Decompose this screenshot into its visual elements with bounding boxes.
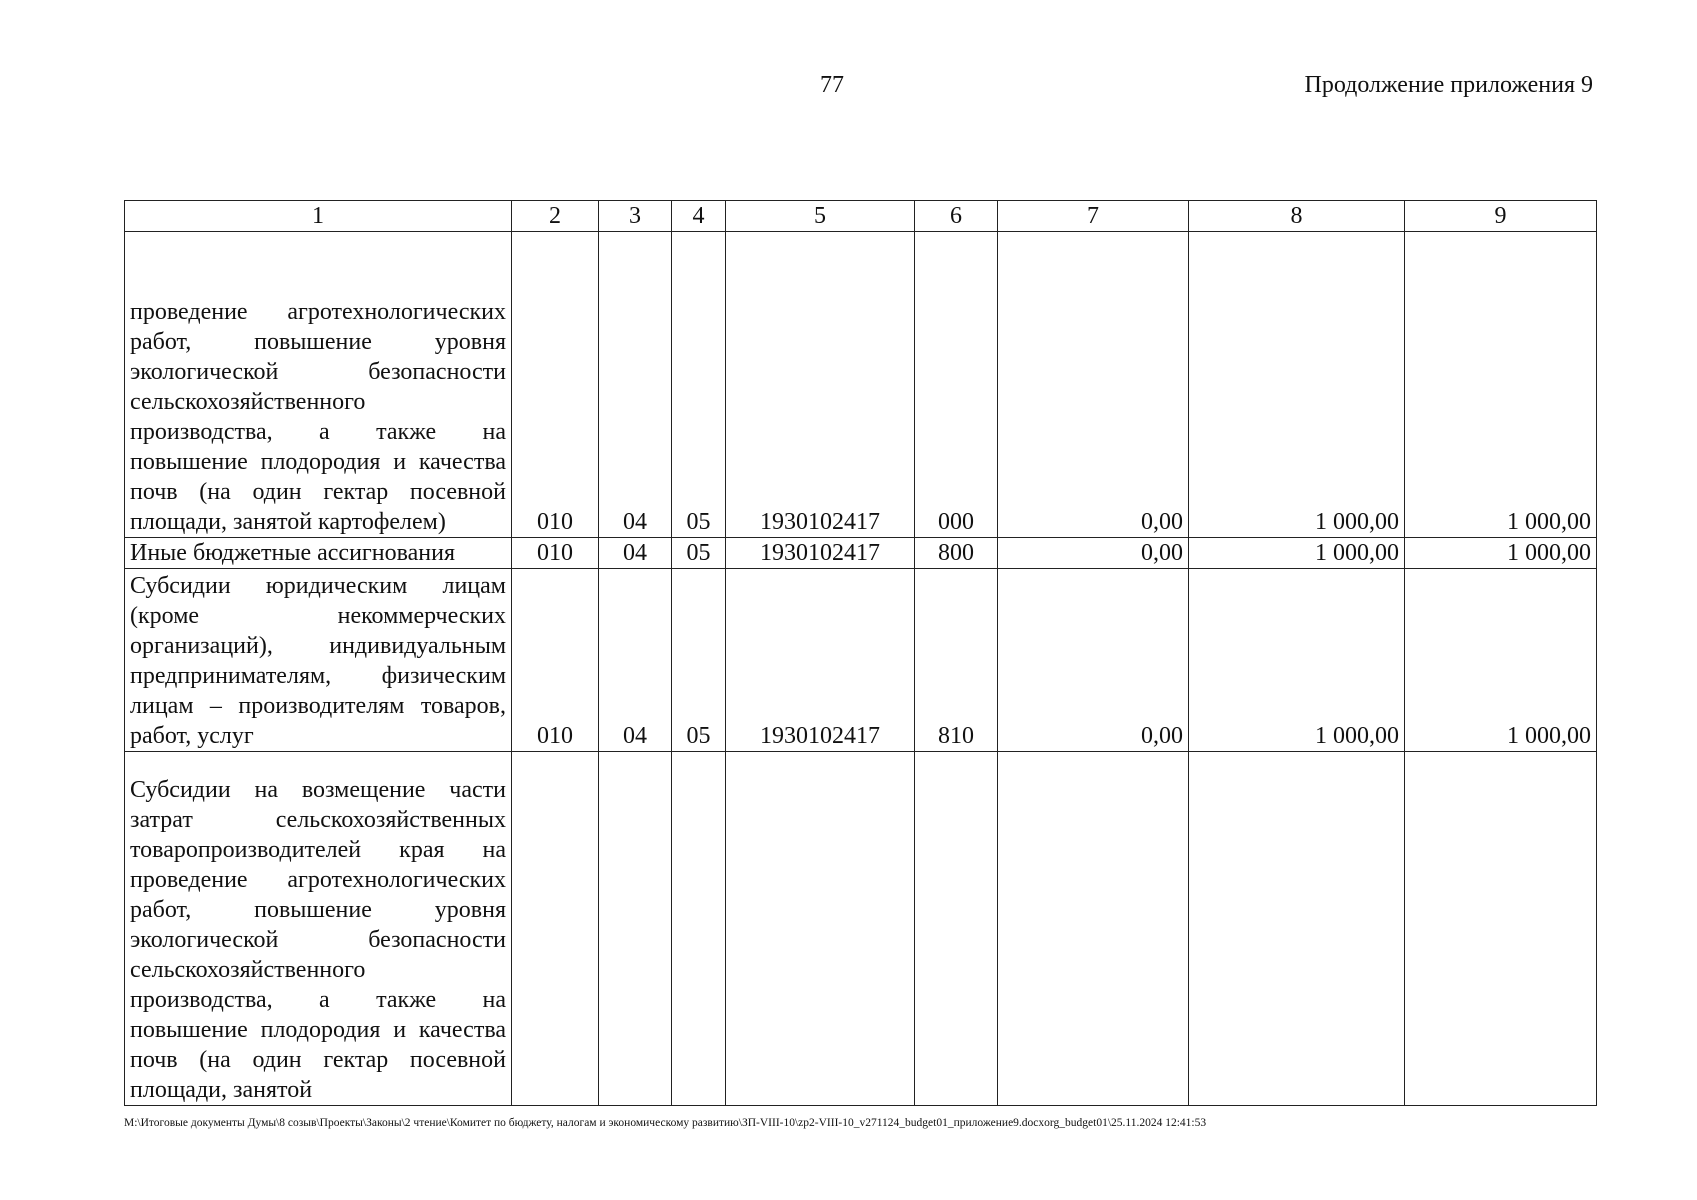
column-header-6: 6 — [915, 201, 998, 232]
target-article-code: 1930102417 — [726, 538, 915, 569]
amount-col-8: 1 000,00 — [1189, 538, 1405, 569]
section-code: 04 — [599, 232, 672, 538]
budget-table — [124, 200, 1597, 1106]
ministry-code — [512, 752, 599, 1106]
column-header-8: 8 — [1189, 201, 1405, 232]
table-row — [125, 752, 1597, 1106]
amount-col-7: 0,00 — [998, 538, 1189, 569]
section-code — [599, 752, 672, 1106]
ministry-code: 010 — [512, 538, 599, 569]
amount-col-9: 1 000,00 — [1405, 232, 1597, 538]
section-code: 04 — [599, 569, 672, 752]
target-article-code: 1930102417 — [726, 232, 915, 538]
expense-type-code: 800 — [915, 538, 998, 569]
subsection-code: 05 — [672, 569, 726, 752]
column-header-3: 3 — [599, 201, 672, 232]
amount-col-9: 1 000,00 — [1405, 538, 1597, 569]
appendix-continuation-title: Продолжение приложения 9 — [1304, 72, 1593, 98]
row-description: Субсидии юридическим лицам (кроме некоммерческих организаций), индивидуальным предпринимателям, физическим лицам – производителям товаров, работ, услуг — [125, 569, 512, 752]
amount-col-8 — [1189, 752, 1405, 1106]
column-header-2: 2 — [512, 201, 599, 232]
row-description: Субсидии на возмещение части затрат сельскохозяйственных товаропроизводителей края на проведение агротехнологических работ, повышение уровня экологической безопасности сельскохозяйственного производства, а также на повышение плодородия и качества почв (на один гектар посевной площади, занятой — [125, 752, 512, 1106]
ministry-code: 010 — [512, 569, 599, 752]
amount-col-9 — [1405, 752, 1597, 1106]
ministry-code: 010 — [512, 232, 599, 538]
amount-col-8: 1 000,00 — [1189, 569, 1405, 752]
section-code: 04 — [599, 538, 672, 569]
amount-col-7: 0,00 — [998, 569, 1189, 752]
column-header-4: 4 — [672, 201, 726, 232]
file-path-footer: M:\Итоговые документы Думы\8 созыв\Проекты\Законы\2 чтение\Комитет по бюджету, налогам и экономическому развитию\ЗП-VIII-10\zp2-VIII-10_v271124_budget01_приложение9.docxorg_budget01\25.11.2024 12:41:53 — [124, 1117, 1207, 1129]
amount-col-7: 0,00 — [998, 232, 1189, 538]
column-number-row — [125, 201, 1597, 232]
subsection-code: 05 — [672, 232, 726, 538]
expense-type-code — [915, 752, 998, 1106]
amount-col-9: 1 000,00 — [1405, 569, 1597, 752]
page-number: 77 — [820, 72, 844, 98]
column-header-9: 9 — [1405, 201, 1597, 232]
expense-type-code: 000 — [915, 232, 998, 538]
table-row — [125, 538, 1597, 569]
expense-type-code: 810 — [915, 569, 998, 752]
column-header-7: 7 — [998, 201, 1189, 232]
row-description: проведение агротехнологических работ, повышение уровня экологической безопасности сельскохозяйственного производства, а также на повышение плодородия и качества почв (на один гектар посевной площади, занятой картофелем) — [125, 232, 512, 538]
column-header-1: 1 — [125, 201, 512, 232]
target-article-code — [726, 752, 915, 1106]
subsection-code: 05 — [672, 538, 726, 569]
row-description: Иные бюджетные ассигнования — [125, 538, 512, 569]
table-row — [125, 569, 1597, 752]
subsection-code — [672, 752, 726, 1106]
column-header-5: 5 — [726, 201, 915, 232]
table-row — [125, 232, 1597, 538]
amount-col-8: 1 000,00 — [1189, 232, 1405, 538]
amount-col-7 — [998, 752, 1189, 1106]
target-article-code: 1930102417 — [726, 569, 915, 752]
